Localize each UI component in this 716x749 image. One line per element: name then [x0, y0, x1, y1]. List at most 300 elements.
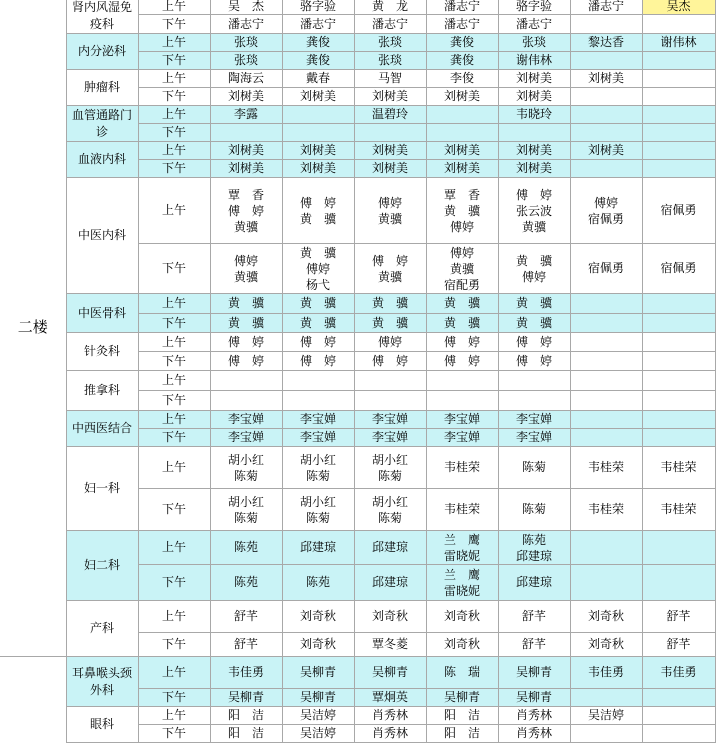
doctor-name: 陈苑: [233, 575, 258, 589]
doctor-cell: [354, 52, 426, 70]
doctor-name: 刘树美: [587, 71, 624, 85]
doctor-name: 吴洁婷: [587, 708, 624, 722]
doctor-cell: [210, 52, 282, 70]
session-time: 上午: [138, 447, 210, 489]
doctor-name: 刘树美: [227, 143, 264, 157]
doctor-name: 刘树美: [227, 89, 264, 103]
doctor-cell: [354, 142, 426, 160]
doctor-name: 吴杰: [666, 0, 691, 14]
doctor-name: 李宝婵: [227, 430, 264, 444]
department-name: 耳鼻喉头颈外科: [66, 657, 138, 707]
doctor-cell: [642, 531, 715, 565]
doctor-name: 潘志宁: [587, 0, 624, 14]
schedule-row: [0, 371, 715, 391]
doctor-cell: [282, 142, 354, 160]
doctor-cell: [426, 489, 498, 531]
doctor-cell: [210, 707, 282, 725]
doctor-name: 韦晓玲: [515, 107, 552, 121]
doctor-cell: [570, 142, 642, 160]
doctor-name: 陈菊: [521, 460, 546, 474]
doctor-cell: [210, 429, 282, 447]
doctor-cell: [426, 565, 498, 601]
doctor-name: 舒芊: [521, 637, 546, 651]
doctor-cell: [570, 565, 642, 601]
doctor-cell: [642, 244, 715, 294]
doctor-cell: [282, 333, 354, 352]
doctor-cell: [354, 314, 426, 333]
doctor-cell: [570, 601, 642, 633]
doctor-cell: [426, 314, 498, 333]
doctor-cell: [498, 489, 570, 531]
doctor-name: 吴柳青: [515, 690, 552, 704]
doctor-cell: [210, 124, 282, 142]
doctor-cell: [498, 657, 570, 689]
doctor-cell: [426, 601, 498, 633]
session-time: 上午: [138, 371, 210, 391]
doctor-cell: [642, 314, 715, 333]
doctor-name: 韦桂荣: [587, 502, 624, 516]
doctor-cell: [570, 657, 642, 689]
schedule-row: [0, 106, 715, 124]
schedule-row: [0, 0, 715, 15]
doctor-name: 陈苑: [521, 532, 546, 547]
floor-label-empty: [0, 657, 66, 743]
doctor-name: 黄 骥: [299, 211, 336, 226]
doctor-name: 阳 洁: [443, 726, 480, 740]
department-name: 肿瘤科: [66, 70, 138, 106]
doctor-name: 吴柳青: [299, 690, 336, 704]
doctor-cell: [570, 34, 642, 52]
doctor-cell: [498, 34, 570, 52]
doctor-cell: [210, 633, 282, 657]
doctor-name: 马智: [377, 71, 402, 85]
doctor-cell: [426, 657, 498, 689]
schedule-row: [0, 178, 715, 244]
doctor-cell: [426, 88, 498, 106]
session-time: 上午: [138, 294, 210, 314]
doctor-cell: [570, 294, 642, 314]
doctor-name: 傅婷: [449, 245, 474, 260]
session-time: 上午: [138, 333, 210, 352]
doctor-cell: [570, 371, 642, 391]
doctor-cell: [210, 657, 282, 689]
doctor-name: 陈菊: [233, 468, 258, 483]
doctor-cell: [354, 707, 426, 725]
doctor-name: 韦桂荣: [443, 460, 480, 474]
doctor-cell: [354, 725, 426, 743]
doctor-name: 刘树美: [587, 143, 624, 157]
doctor-cell: [570, 633, 642, 657]
doctor-cell: [498, 333, 570, 352]
doctor-cell: [570, 70, 642, 88]
session-time: 上午: [138, 0, 210, 15]
doctor-cell: [282, 689, 354, 707]
doctor-cell: [282, 707, 354, 725]
doctor-cell: [642, 411, 715, 429]
doctor-name: 黄 骥: [515, 296, 552, 310]
doctor-name: 傅婷: [377, 195, 402, 210]
doctor-cell: [426, 725, 498, 743]
doctor-name: 龚俊: [449, 35, 474, 49]
session-time: 下午: [138, 244, 210, 294]
doctor-name: 吴洁婷: [299, 708, 336, 722]
session-time: 上午: [138, 142, 210, 160]
doctor-name: 张琰: [377, 35, 402, 49]
doctor-cell: [498, 70, 570, 88]
doctor-name: 傅 婷: [299, 334, 336, 349]
doctor-name: 黄 骥: [371, 296, 408, 310]
doctor-name: 刘树美: [443, 161, 480, 175]
floor-label: 二楼: [0, 0, 66, 657]
doctor-cell: [282, 15, 354, 34]
doctor-cell: [426, 689, 498, 707]
doctor-name: 刘奇秋: [443, 637, 480, 651]
doctor-name: 胡小红: [371, 494, 408, 509]
doctor-name: 李露: [233, 107, 258, 121]
doctor-name: 吴 杰: [227, 0, 264, 14]
doctor-cell: [282, 314, 354, 333]
doctor-cell: [282, 106, 354, 124]
doctor-cell: [570, 106, 642, 124]
doctor-cell: [354, 106, 426, 124]
doctor-cell: [498, 88, 570, 106]
doctor-cell: [210, 371, 282, 391]
doctor-name: 陈菊: [377, 510, 402, 525]
doctor-cell: [498, 391, 570, 411]
doctor-cell: [498, 601, 570, 633]
doctor-cell: [426, 294, 498, 314]
doctor-name: 李宝婵: [371, 430, 408, 444]
doctor-cell: [570, 160, 642, 178]
doctor-cell: [642, 106, 715, 124]
doctor-cell: [426, 0, 498, 15]
doctor-cell: [570, 725, 642, 743]
doctor-cell: [570, 447, 642, 489]
doctor-name: 张琰: [233, 53, 258, 67]
doctor-name: 吴柳青: [515, 665, 552, 679]
doctor-cell: [642, 0, 715, 15]
doctor-name: 刘树美: [371, 143, 408, 157]
doctor-cell: [426, 391, 498, 411]
doctor-cell: [498, 447, 570, 489]
schedule-row: [0, 657, 715, 689]
doctor-cell: [570, 15, 642, 34]
doctor-name: 舒芊: [233, 609, 258, 623]
doctor-cell: [498, 244, 570, 294]
doctor-name: 韦佳勇: [660, 665, 697, 679]
doctor-name: 韦佳勇: [587, 665, 624, 679]
doctor-cell: [498, 531, 570, 565]
doctor-cell: [210, 34, 282, 52]
doctor-cell: [642, 657, 715, 689]
doctor-cell: [282, 0, 354, 15]
doctor-cell: [282, 34, 354, 52]
doctor-name: 杨弋: [305, 277, 330, 292]
department-name: 中医骨科: [66, 294, 138, 333]
doctor-cell: [498, 689, 570, 707]
doctor-name: 刘奇秋: [299, 637, 336, 651]
doctor-name: 刘奇秋: [587, 637, 624, 651]
doctor-cell: [210, 689, 282, 707]
doctor-name: 张琰: [521, 35, 546, 49]
doctor-name: 黎达香: [587, 35, 624, 49]
doctor-cell: [354, 178, 426, 244]
doctor-name: 黄骥: [233, 219, 258, 234]
doctor-name: 温碧玲: [371, 107, 408, 121]
doctor-name: 谢伟林: [515, 53, 552, 67]
doctor-name: 邱建琼: [515, 575, 552, 589]
doctor-name: 李宝婵: [227, 412, 264, 426]
doctor-name: 黄 龙: [371, 0, 408, 14]
session-time: 上午: [138, 411, 210, 429]
doctor-name: 黄 骥: [227, 315, 264, 330]
session-time: 下午: [138, 633, 210, 657]
doctor-name: 吴柳青: [371, 665, 408, 679]
doctor-name: 骆字验: [515, 0, 552, 14]
doctor-cell: [570, 391, 642, 411]
doctor-name: 李宝婵: [443, 412, 480, 426]
doctor-name: 覃冬菱: [371, 637, 408, 651]
session-time: 下午: [138, 489, 210, 531]
doctor-name: 兰 鹰: [443, 567, 480, 582]
doctor-cell: [570, 707, 642, 725]
doctor-cell: [354, 124, 426, 142]
doctor-cell: [426, 333, 498, 352]
doctor-name: 韦佳勇: [227, 665, 264, 679]
doctor-name: 兰 鹰: [443, 532, 480, 547]
session-time: 上午: [138, 707, 210, 725]
department-name: 肾内风湿免疫科: [66, 0, 138, 34]
doctor-name: 戴春: [305, 71, 330, 85]
doctor-cell: [642, 333, 715, 352]
schedule-row: [0, 142, 715, 160]
session-time: 下午: [138, 124, 210, 142]
doctor-cell: [642, 52, 715, 70]
doctor-name: 吴柳青: [227, 690, 264, 704]
doctor-name: 张琰: [233, 35, 258, 49]
doctor-name: 刘树美: [371, 161, 408, 175]
doctor-name: 潘志宁: [515, 16, 552, 31]
session-time: 下午: [138, 429, 210, 447]
department-name: 针灸科: [66, 333, 138, 371]
doctor-cell: [642, 294, 715, 314]
doctor-cell: [642, 124, 715, 142]
doctor-cell: [354, 88, 426, 106]
doctor-cell: [426, 52, 498, 70]
doctor-cell: [354, 411, 426, 429]
doctor-cell: [570, 689, 642, 707]
doctor-cell: [354, 657, 426, 689]
doctor-name: 邱建琼: [371, 540, 408, 554]
doctor-cell: [498, 352, 570, 371]
doctor-name: 傅 婷: [227, 334, 264, 349]
doctor-cell: [642, 489, 715, 531]
doctor-name: 傅 婷: [515, 353, 552, 368]
session-time: 上午: [138, 106, 210, 124]
doctor-name: 潘志宁: [299, 16, 336, 31]
doctor-cell: [210, 178, 282, 244]
doctor-cell: [210, 160, 282, 178]
doctor-cell: [282, 178, 354, 244]
doctor-name: 肖秀林: [515, 708, 552, 722]
doctor-cell: [282, 429, 354, 447]
schedule-row: [0, 531, 715, 565]
doctor-cell: [354, 34, 426, 52]
doctor-cell: [210, 294, 282, 314]
schedule-row: [0, 294, 715, 314]
session-time: 下午: [138, 52, 210, 70]
doctor-cell: [498, 411, 570, 429]
doctor-cell: [426, 34, 498, 52]
doctor-cell: [498, 314, 570, 333]
session-time: 上午: [138, 657, 210, 689]
doctor-cell: [282, 489, 354, 531]
doctor-name: 胡小红: [227, 452, 264, 467]
department-name: 推拿科: [66, 371, 138, 411]
doctor-name: 吴洁婷: [299, 726, 336, 740]
doctor-name: 胡小红: [299, 452, 336, 467]
doctor-name: 李俊: [449, 71, 474, 85]
doctor-cell: [498, 124, 570, 142]
session-time: 上午: [138, 178, 210, 244]
doctor-cell: [426, 371, 498, 391]
doctor-cell: [282, 70, 354, 88]
doctor-cell: [210, 0, 282, 15]
doctor-name: 傅 婷: [515, 187, 552, 202]
department-name: 产科: [66, 601, 138, 657]
doctor-cell: [354, 244, 426, 294]
doctor-name: 陶海云: [227, 71, 264, 85]
schedule-row: [0, 34, 715, 52]
doctor-cell: [426, 633, 498, 657]
doctor-cell: [498, 633, 570, 657]
doctor-name: 宿佩勇: [660, 261, 697, 275]
doctor-name: 宿配勇: [443, 277, 480, 292]
doctor-name: 李宝婵: [515, 430, 552, 444]
doctor-cell: [210, 489, 282, 531]
doctor-cell: [642, 371, 715, 391]
doctor-name: 宿佩勇: [587, 211, 624, 226]
doctor-name: 陈 瑞: [443, 665, 480, 679]
doctor-cell: [498, 178, 570, 244]
doctor-name: 刘树美: [299, 89, 336, 103]
doctor-name: 韦桂荣: [660, 502, 697, 516]
department-name: 眼科: [66, 707, 138, 743]
doctor-cell: [426, 70, 498, 88]
doctor-name: 韦桂荣: [587, 460, 624, 474]
doctor-name: 肖秀林: [371, 726, 408, 740]
session-time: 下午: [138, 160, 210, 178]
doctor-cell: [570, 178, 642, 244]
doctor-cell: [570, 124, 642, 142]
doctor-cell: [570, 531, 642, 565]
doctor-name: 刘树美: [443, 89, 480, 103]
doctor-cell: [498, 725, 570, 743]
doctor-cell: [426, 531, 498, 565]
doctor-name: 黄 骥: [443, 315, 480, 330]
doctor-name: 谢伟林: [660, 35, 697, 49]
doctor-name: 李宝婵: [443, 430, 480, 444]
doctor-name: 阳 洁: [227, 726, 264, 740]
doctor-cell: [354, 391, 426, 411]
doctor-cell: [282, 391, 354, 411]
doctor-name: 胡小红: [299, 494, 336, 509]
doctor-cell: [570, 244, 642, 294]
session-time: 上午: [138, 34, 210, 52]
doctor-cell: [354, 447, 426, 489]
doctor-cell: [498, 429, 570, 447]
doctor-cell: [570, 314, 642, 333]
doctor-cell: [642, 70, 715, 88]
schedule-row: [0, 601, 715, 633]
doctor-name: 黄 骥: [515, 315, 552, 330]
doctor-name: 傅 婷: [371, 353, 408, 368]
doctor-name: 宿佩勇: [660, 203, 697, 217]
doctor-name: 张云波: [515, 203, 552, 218]
session-time: 下午: [138, 314, 210, 333]
doctor-name: 舒芊: [233, 637, 258, 651]
doctor-cell: [354, 70, 426, 88]
doctor-name: 陈菊: [521, 502, 546, 516]
doctor-cell: [642, 352, 715, 371]
doctor-name: 刘树美: [515, 89, 552, 103]
doctor-name: 刘树美: [299, 161, 336, 175]
doctor-name: 吴柳青: [299, 665, 336, 679]
doctor-cell: [642, 447, 715, 489]
doctor-cell: [426, 160, 498, 178]
doctor-name: 傅婷: [233, 253, 258, 268]
doctor-name: 覃 香: [443, 187, 480, 202]
doctor-name: 黄 骥: [299, 315, 336, 330]
doctor-name: 陈苑: [233, 540, 258, 554]
doctor-name: 刘奇秋: [299, 609, 336, 623]
doctor-cell: [642, 633, 715, 657]
doctor-cell: [282, 352, 354, 371]
schedule-row: [0, 333, 715, 352]
session-time: 下午: [138, 15, 210, 34]
department-name: 内分泌科: [66, 34, 138, 70]
session-time: 下午: [138, 391, 210, 411]
doctor-name: 邱建琼: [299, 540, 336, 554]
doctor-name: 陈菊: [377, 468, 402, 483]
doctor-name: 傅婷: [305, 261, 330, 276]
doctor-name: 黄 骥: [371, 315, 408, 330]
doctor-name: 傅 婷: [227, 353, 264, 368]
doctor-cell: [282, 52, 354, 70]
doctor-cell: [498, 15, 570, 34]
doctor-name: 傅婷: [593, 195, 618, 210]
doctor-name: 胡小红: [227, 494, 264, 509]
doctor-cell: [498, 160, 570, 178]
schedule-row: [0, 70, 715, 88]
doctor-cell: [210, 411, 282, 429]
doctor-cell: [210, 391, 282, 411]
doctor-name: 黄骥: [377, 211, 402, 226]
doctor-cell: [642, 707, 715, 725]
doctor-name: 傅 婷: [227, 203, 264, 218]
doctor-name: 骆字验: [299, 0, 336, 14]
doctor-cell: [498, 371, 570, 391]
doctor-name: 韦桂荣: [660, 460, 697, 474]
doctor-name: 黄 骥: [227, 296, 264, 310]
department-name: 妇一科: [66, 447, 138, 531]
doctor-cell: [642, 15, 715, 34]
doctor-name: 傅 婷: [371, 253, 408, 268]
doctor-name: 陈菊: [233, 510, 258, 525]
doctor-cell: [354, 352, 426, 371]
doctor-cell: [210, 565, 282, 601]
doctor-cell: [282, 601, 354, 633]
